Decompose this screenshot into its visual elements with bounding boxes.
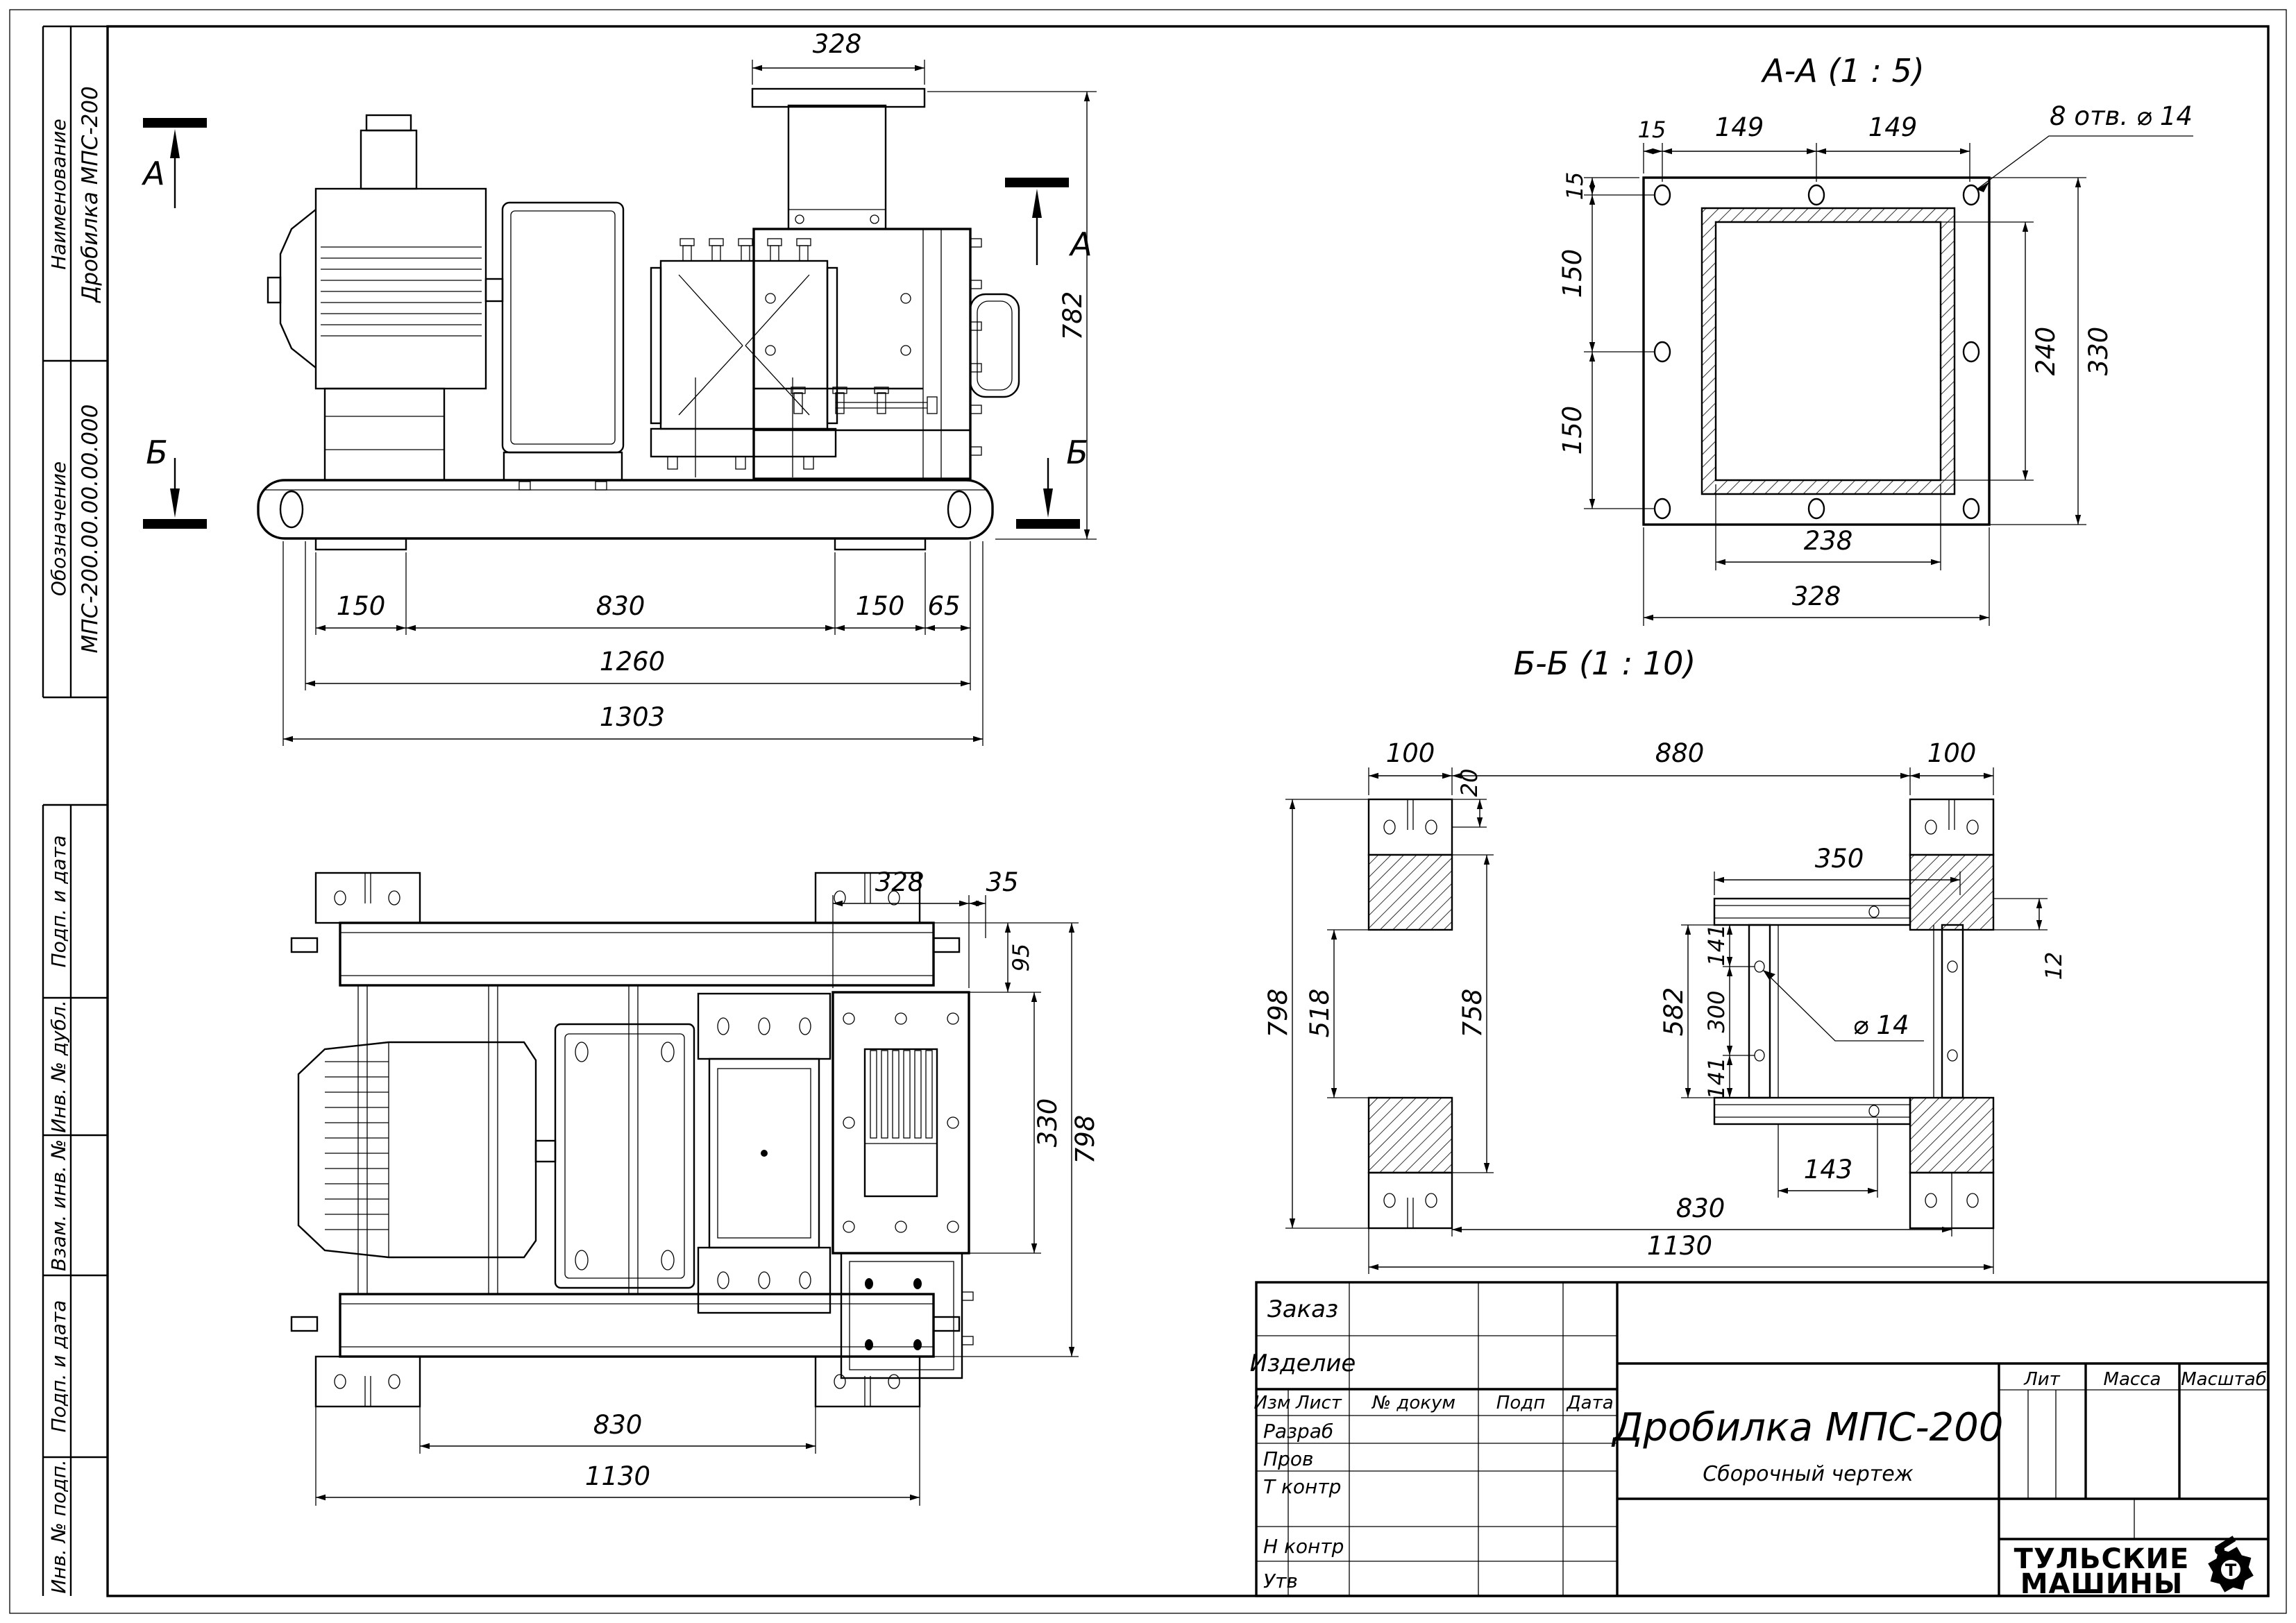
section-mark-b-left <box>143 434 207 529</box>
dim-main-1260: 1260 <box>599 647 666 677</box>
tb-massa: Масса <box>2103 1369 2161 1390</box>
sidebar-value: Дробилка МПС-200 <box>78 86 103 303</box>
dim-plan-35: 35 <box>986 867 1019 897</box>
stamp-sidebar <box>43 26 108 1596</box>
dim-bb-300: 300 <box>1703 990 1730 1033</box>
section-label-b: Б <box>146 434 168 471</box>
section-mark-a-right <box>1005 178 1092 265</box>
tb-doc-subtitle: Сборочный чертеж <box>1703 1462 1914 1486</box>
tb-row-tkontr: Т контр <box>1263 1475 1342 1498</box>
section-mark-a-left <box>141 118 207 208</box>
dim-aa-328: 328 <box>1791 581 1841 611</box>
dim-bb-100r: 100 <box>1927 738 1977 768</box>
sidebar-label: Обозначение <box>47 461 70 597</box>
dim-bb-350: 350 <box>1814 844 1864 874</box>
view-plan <box>292 867 1100 1506</box>
view-section-bb <box>1263 645 2067 1274</box>
dim-main-150b: 150 <box>855 591 905 621</box>
dim-aa-150a: 150 <box>1558 248 1587 298</box>
dim-main-65: 65 <box>927 591 961 621</box>
tb-lit: Лит <box>2024 1369 2060 1390</box>
dim-bb-12: 12 <box>2041 951 2067 980</box>
dim-main-328: 328 <box>812 29 862 59</box>
view-section-aa <box>1558 52 2193 626</box>
view-title-bb: Б-Б (1 : 10) <box>1513 645 1696 682</box>
dim-bb-758: 758 <box>1458 988 1487 1038</box>
dim-aa-15l: 15 <box>1562 171 1588 201</box>
dim-main-782: 782 <box>1058 291 1088 341</box>
tb-izdelie: Изделие <box>1249 1350 1356 1377</box>
note-bb-dia14: ⌀ 14 <box>1852 1010 1909 1040</box>
dim-bb-880: 880 <box>1655 738 1705 768</box>
view-title-aa: А-А (1 : 5) <box>1762 52 1925 90</box>
dim-aa-149b: 149 <box>1868 112 1918 142</box>
dim-bb-141a: 141 <box>1703 924 1730 967</box>
tb-col-izm: Изм <box>1253 1393 1291 1413</box>
section-label-b: Б <box>1066 434 1088 471</box>
svg-text:Т: Т <box>2225 1561 2237 1580</box>
section-label-a: А <box>143 155 165 192</box>
gear-icon <box>2208 1536 2254 1592</box>
dim-bb-1130: 1130 <box>1646 1231 1713 1261</box>
dim-plan-1130: 1130 <box>584 1461 651 1491</box>
dim-bb-518: 518 <box>1305 988 1335 1038</box>
dim-aa-149a: 149 <box>1714 112 1764 142</box>
dim-aa-240: 240 <box>2031 326 2061 376</box>
company-name-line1: ТУЛЬСКИЕ <box>2014 1543 2190 1575</box>
dim-aa-238: 238 <box>1803 526 1853 556</box>
tb-col-podp: Подп <box>1496 1393 1546 1413</box>
tb-doc-title: Дробилка МПС-200 <box>1612 1405 2004 1450</box>
dim-bb-798: 798 <box>1263 988 1293 1038</box>
sidebar-label: Подп. и дата <box>47 835 70 968</box>
tb-row-nkontr: Н контр <box>1263 1535 1344 1558</box>
tb-col-list: Лист <box>1296 1393 1342 1413</box>
section-mark-b-right <box>1016 434 1088 529</box>
tb-col-dokum: № докум <box>1372 1393 1455 1413</box>
tb-zakaz: Заказ <box>1267 1295 1339 1323</box>
tb-row-prov: Пров <box>1263 1447 1314 1470</box>
dim-plan-330: 330 <box>1033 1098 1063 1148</box>
view-main-elevation <box>258 89 1019 550</box>
company-name-line2: МАШИНЫ <box>2020 1568 2184 1600</box>
dim-bb-582: 582 <box>1659 987 1689 1037</box>
tb-row-utv: Утв <box>1263 1570 1298 1592</box>
section-label-a: А <box>1070 226 1092 263</box>
dim-bb-143: 143 <box>1803 1155 1853 1184</box>
sidebar-value: МПС-200.00.00.00.000 <box>78 404 103 654</box>
dim-main-150a: 150 <box>336 591 386 621</box>
sidebar-label: Подп. и дата <box>47 1300 70 1433</box>
dim-main-830: 830 <box>596 591 645 621</box>
dim-bb-20: 20 <box>1456 768 1483 797</box>
dim-bb-141b: 141 <box>1703 1057 1730 1100</box>
note-aa-holes: 8 отв. ⌀ 14 <box>2050 101 2193 131</box>
dims-main <box>283 29 1097 746</box>
company-logo <box>2014 1536 2254 1600</box>
dim-bb-830: 830 <box>1675 1193 1725 1223</box>
dim-plan-830: 830 <box>593 1410 643 1440</box>
dim-aa-15t: 15 <box>1637 117 1666 143</box>
tb-row-razrab: Разраб <box>1263 1420 1334 1443</box>
sidebar-label: Инв. № подп. <box>47 1459 70 1594</box>
title-block <box>1250 1282 2268 1600</box>
sidebar-label: Инв. № дубл. <box>47 1000 70 1133</box>
dim-main-1303: 1303 <box>599 702 666 732</box>
dim-bb-100l: 100 <box>1385 738 1435 768</box>
tb-masshtab: Масштаб <box>2181 1369 2267 1390</box>
dim-aa-330: 330 <box>2084 326 2113 376</box>
sidebar-label: Наименование <box>47 119 70 270</box>
dim-plan-798: 798 <box>1070 1114 1100 1164</box>
dim-aa-150b: 150 <box>1558 405 1587 455</box>
dim-plan-328: 328 <box>875 867 925 897</box>
sidebar-label: Взам. инв. № <box>47 1139 70 1272</box>
dim-plan-95: 95 <box>1008 943 1034 972</box>
tb-col-data: Дата <box>1567 1393 1614 1413</box>
